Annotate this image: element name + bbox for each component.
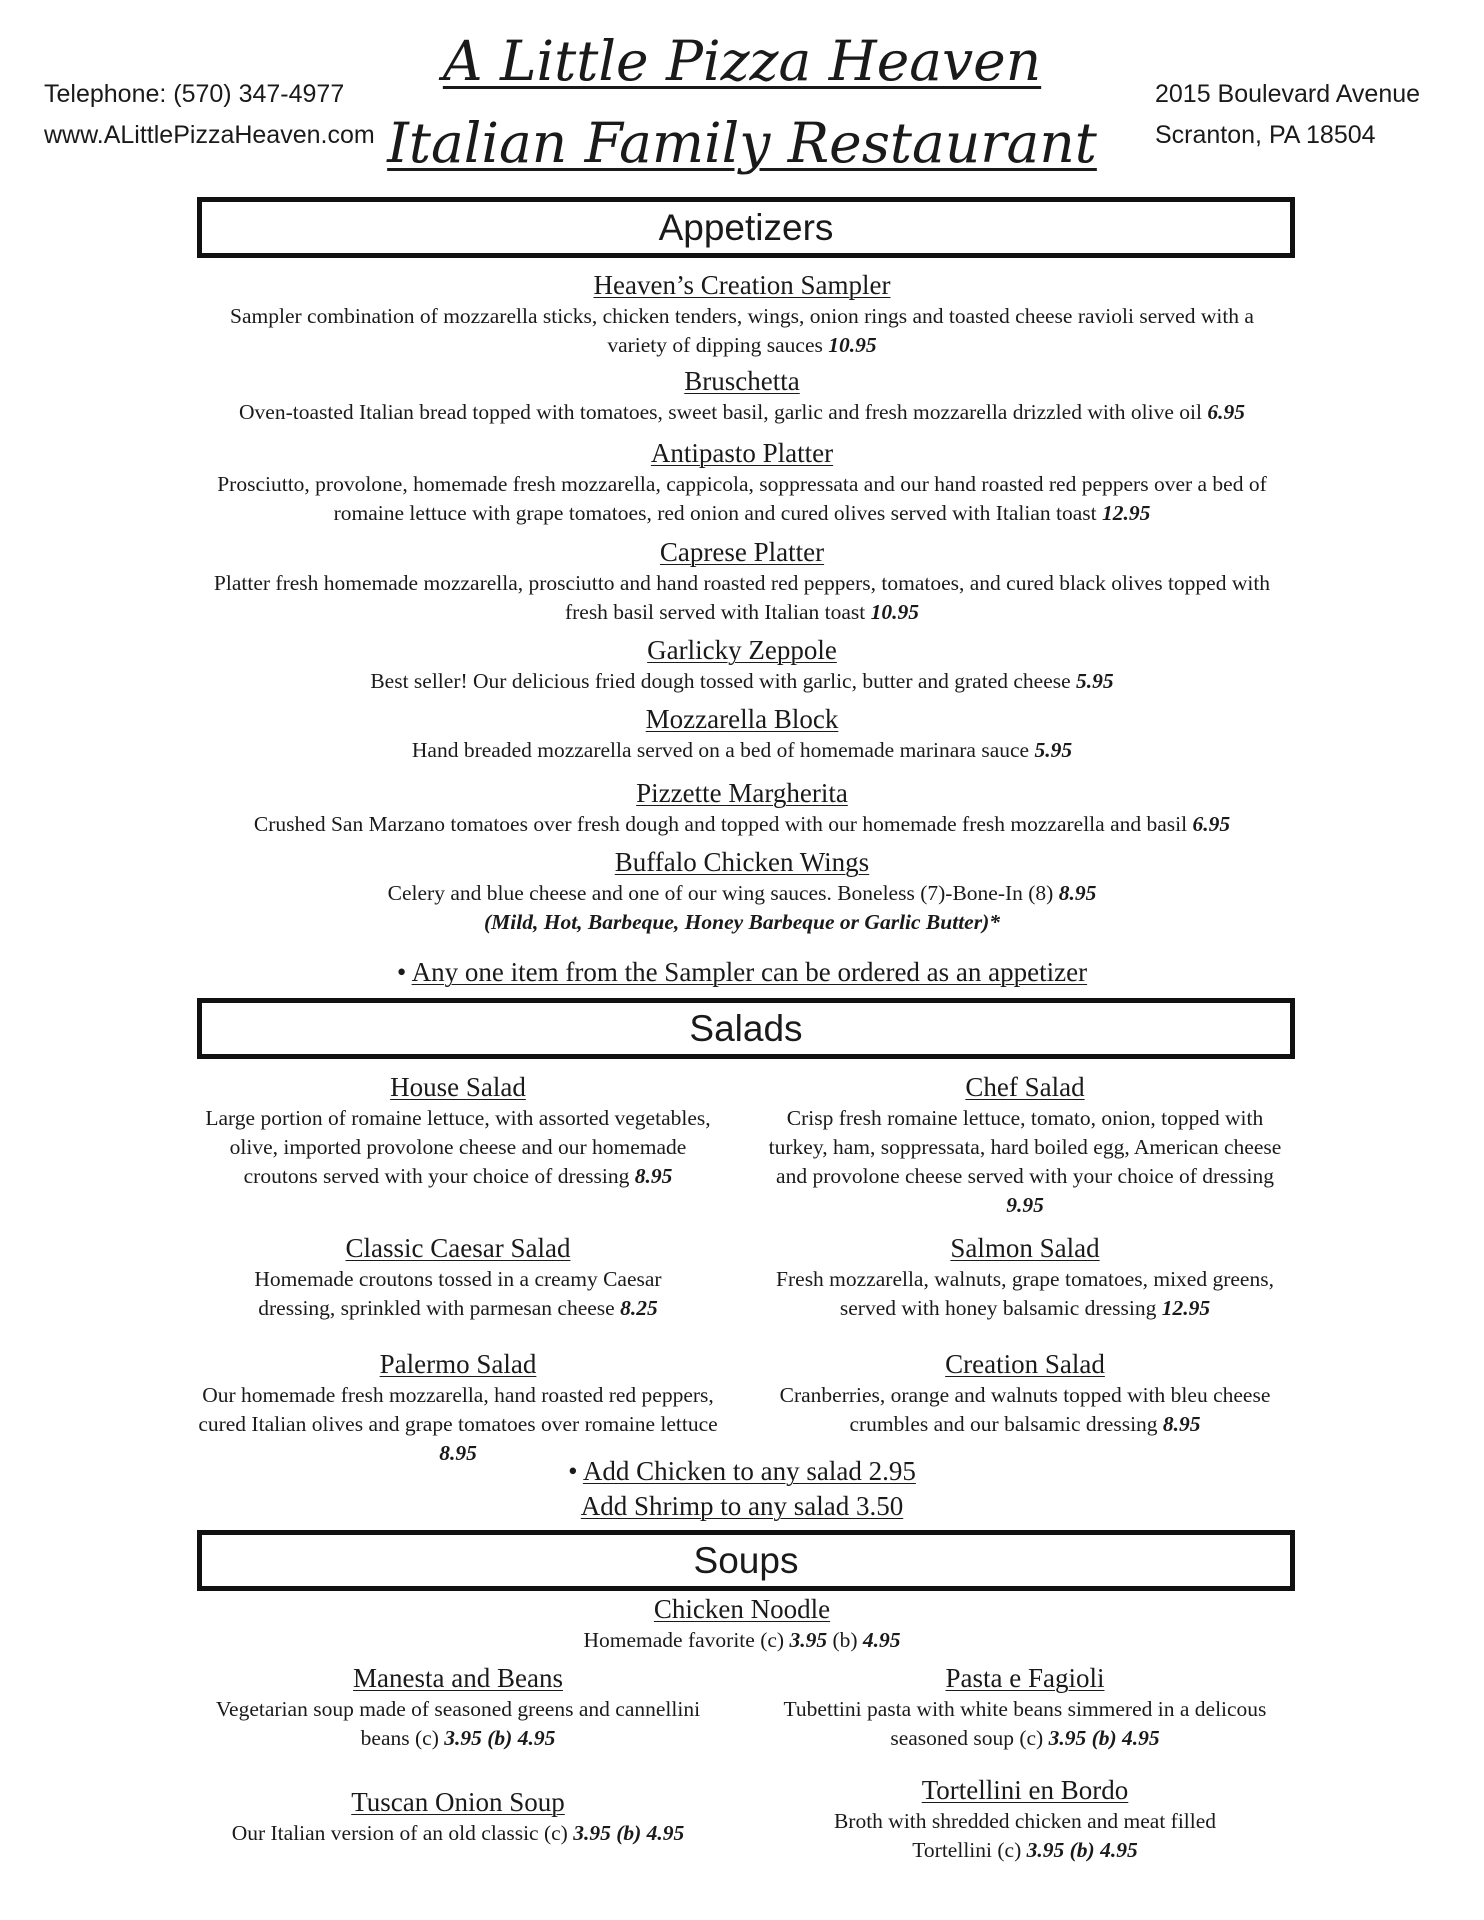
item-description: Cranberries, orange and walnuts topped with bleu cheese crumbles and our balsamic dressing 8.95 [779,1383,1271,1436]
item-price: 9.95 [1006,1193,1044,1217]
item-description: Our Italian version of an old classic (c) 3.95 (b) 4.95 [231,1821,685,1845]
bowl-price: 4.95 [862,1628,901,1652]
item-name: Bruschetta [684,366,800,396]
item-name: Chicken Noodle [653,1594,831,1624]
item-price: 5.95 [1034,738,1073,762]
item-name: Garlicky Zeppole [647,635,837,665]
wing-sauces: (Mild, Hot, Barbeque, Honey Barbeque or Garlic Butter)* [484,910,1000,934]
menu-item [190,1592,1294,1655]
item-description: Crushed San Marzano tomatoes over fresh dough and topped with our homemade fresh mozzarella and basil 6.95 [253,812,1231,836]
item-name: Antipasto Platter [650,438,834,468]
item-price: 8.95 [439,1441,477,1465]
item-name: Creation Salad [945,1349,1105,1379]
item-price: 3.95 (b) 4.95 [1026,1838,1138,1862]
menu-item [190,268,1294,360]
item-name: Manesta and Beans [353,1663,563,1693]
item-name: Heaven’s Creation Sampler [593,270,891,300]
appetizer-note: • Any one item from the Sampler can be ordered as an appetizer [396,957,1088,987]
telephone: Telephone: (570) 347-4977 [44,80,345,108]
item-name: Tortellini en Bordo [921,1775,1129,1805]
item-description: Large portion of romaine lettuce, with assorted vegetables, olive, imported provolone cheese and our homemade croutons served with your choice of dressing 8.95 [205,1106,711,1188]
menu-item [755,1070,1295,1220]
item-name: Classic Caesar Salad [345,1233,571,1263]
item-description: Hand breaded mozzarella served on a bed of homemade marinara sauce 5.95 [411,738,1073,762]
menu-item [190,1661,726,1753]
salads-heading: Salads [197,998,1295,1059]
item-description: Fresh mozzarella, walnuts, grape tomatoes, mixed greens, served with honey balsamic dressing 12.95 [776,1267,1274,1320]
appetizers-heading: Appetizers [197,197,1295,258]
item-price: 8.25 [620,1296,658,1320]
item-name: Chef Salad [965,1072,1085,1102]
item-description: Oven-toasted Italian bread topped with tomatoes, sweet basil, garlic and fresh mozzarella drizzled with olive oil 6.95 [239,400,1245,424]
item-description: Celery and blue cheese and one of our wing sauces. Boneless (7)-Bone-In (8) 8.95 [387,881,1097,905]
item-price: 3.95 (b) 4.95 [1048,1726,1160,1750]
item-description: Homemade croutons tossed in a creamy Caesar dressing, sprinkled with parmesan cheese 8.25 [254,1267,662,1320]
menu-item [190,535,1294,627]
item-price: 3.95 (b) 4.95 [573,1821,685,1845]
menu-item [190,1347,726,1468]
item-price: 12.95 [1161,1296,1211,1320]
item-description: Tubettini pasta with white beans simmered in a delicous seasoned soup (c) 3.95 (b) 4.95 [783,1697,1267,1750]
website-link[interactable]: www.ALittlePizzaHeaven.com [44,121,375,149]
soups-heading: Soups [197,1530,1295,1591]
menu-item [190,436,1294,528]
item-name: Caprese Platter [659,537,825,567]
address-line-1: 2015 Boulevard Avenue [1155,80,1421,108]
item-description: Prosciutto, provolone, homemade fresh mozzarella, cappicola, soppressata and our hand roasted red peppers over a bed of romaine lettuce with grape tomatoes, red onion and cured olives served with Italian toast 12.95 [217,472,1267,525]
item-name: Salmon Salad [950,1233,1100,1263]
menu-item [755,1773,1295,1865]
menu-item [755,1231,1295,1323]
item-price: 8.95 [1162,1412,1201,1436]
cup-price: 3.95 [789,1628,828,1652]
restaurant-subtitle: Italian Family Restaurant [387,111,1097,175]
item-price: 5.95 [1076,669,1114,693]
item-name: Pasta e Fagioli [945,1663,1105,1693]
item-price: 8.95 [1058,881,1097,905]
salad-addon-note: • Add Chicken to any salad 2.95 Add Shrimp to any salad 3.50 [568,1456,916,1521]
item-description: Broth with shredded chicken and meat filled Tortellini (c) 3.95 (b) 4.95 [833,1809,1217,1862]
item-description: Homemade favorite (c) 3.95 (b) 4.95 [583,1628,901,1652]
menu-item [190,1070,726,1191]
item-name: Pizzette Margherita [636,778,848,808]
item-description: Crisp fresh romaine lettuce, tomato, onion, topped with turkey, ham, soppressata, hard boiled egg, American cheese and provolone cheese served with your choice of dressing 9.95 [768,1106,1282,1217]
item-price: 10.95 [870,600,920,624]
item-price: 6.95 [1207,400,1245,424]
address-line-2: Scranton, PA 18504 [1155,121,1376,149]
item-description: Sampler combination of mozzarella sticks, chicken tenders, wings, onion rings and toasted cheese ravioli served with a variety of dipping sauces 10.95 [230,304,1254,357]
item-description: Platter fresh homemade mozzarella, prosciutto and hand roasted red peppers, tomatoes, and cured black olives topped with fresh basil served with Italian toast 10.95 [213,571,1271,624]
menu-item [755,1347,1295,1439]
item-name: Palermo Salad [379,1349,537,1379]
item-price: 6.95 [1192,812,1231,836]
menu-item [190,1231,726,1323]
item-name: House Salad [390,1072,526,1102]
restaurant-name: A Little Pizza Heaven [442,29,1042,93]
item-name: Mozzarella Block [645,704,839,734]
menu-item [755,1661,1295,1753]
item-price: 3.95 (b) 4.95 [444,1726,556,1750]
item-description: Our homemade fresh mozzarella, hand roasted red peppers, cured Italian olives and grape tomatoes over romaine lettuce 8.95 [198,1383,718,1465]
menu-item [190,845,1294,937]
item-price: 10.95 [828,333,877,357]
menu-item [190,1785,726,1848]
item-description: Best seller! Our delicious fried dough tossed with garlic, butter and grated cheese 5.95 [370,669,1114,693]
address [1155,74,1420,156]
menu-item [190,364,1294,427]
menu-item [190,633,1294,696]
item-description: Vegetarian soup made of seasoned greens and cannellini beans (c) 3.95 (b) 4.95 [215,1697,701,1750]
item-name: Buffalo Chicken Wings [614,847,870,877]
bullet-icon: • [568,1456,578,1486]
menu-item [190,776,1294,839]
item-name: Tuscan Onion Soup [351,1787,565,1817]
item-price: 12.95 [1102,501,1151,525]
item-price: 8.95 [634,1164,673,1188]
menu-item [190,702,1294,765]
bullet-icon: • [396,957,407,987]
